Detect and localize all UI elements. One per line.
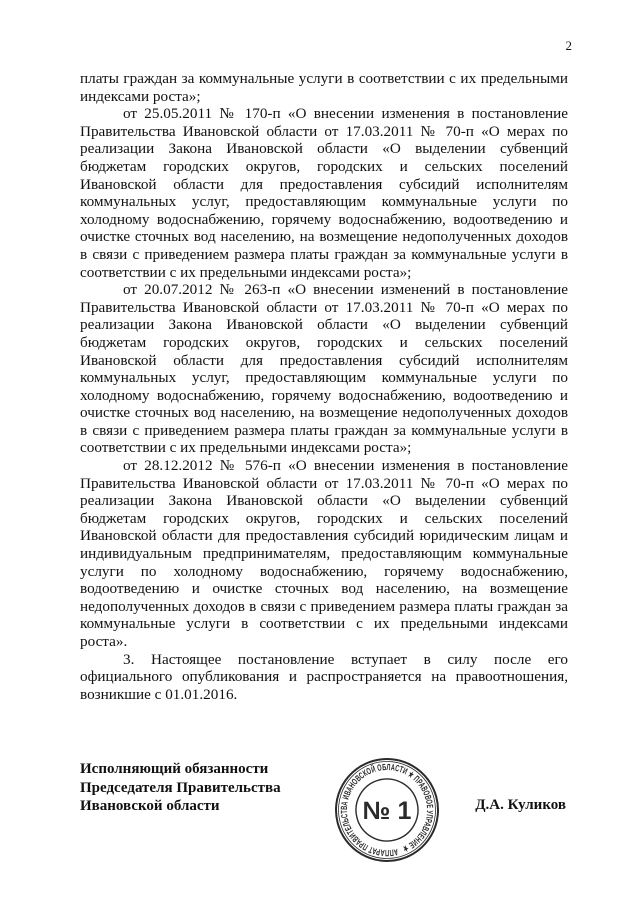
signatory-title-line: Председателя Правительства [80, 779, 281, 796]
signatory-name: Д.А. Куликов [475, 797, 566, 813]
paragraph-amendment-263: от 20.07.2012 № 263-п «О внесении изменений в постановление Правительства Ивановской области от 17.03.2011 № 70-п «О мерах по реализации Закона Ивановской области «О выделении субвенций бюджетам городских округов, городских и сельских поселений Ивановской области для предоставления субсидий исполнителям коммунальных услуг, предоставляющим коммунальные услуги по холодному водоснабжению, горячему водоснабжению, водоотведению и очистке сточных вод населению, на возмещение недополученных доходов в связи с приведением размера платы граждан за коммунальные услуги в соответствии с их предельными индексами роста»; [80, 281, 568, 457]
seal-ring-text: АППАРАТ ПРАВИТЕЛЬСТВА ИВАНОВСКОЙ ОБЛАСТИ ★ ПРАВОВОЕ УПРАВЛЕНИЕ ★ [338, 761, 436, 859]
paragraph-continuation: платы граждан за коммунальные услуги в соответствии с их предельными индексами роста»; [80, 70, 568, 105]
paragraph-amendment-170: от 25.05.2011 № 170-п «О внесении изменения в постановление Правительства Ивановской области от 17.03.2011 № 70-п «О мерах по реализации Закона Ивановской области «О выделении субвенций бюджетам городских округов, городских и сельских поселений Ивановской области для предоставления субсидий исполнителям коммунальных услуг, предоставляющим коммунальные услуги по холодному водоснабжению, горячему водоснабжению, водоотведению и очистке сточных вод населению, на возмещение недополученных доходов в связи с приведением размера платы граждан за коммунальные услуги в соответствии с их предельными индексами роста»; [80, 105, 568, 281]
signatory-title-line: Исполняющий обязанности [80, 761, 269, 777]
signatory-title-line: Ивановской области [80, 798, 220, 814]
official-seal-stamp [333, 756, 441, 864]
paragraph-amendment-576: от 28.12.2012 № 576-п «О внесении изменения в постановление Правительства Ивановской области от 17.03.2011 № 70-п «О мерах по реализации Закона Ивановской области «О выделении субвенций бюджетам городских округов, городских и сельских поселений Ивановской области для предоставления субсидий юридическим лицам и индивидуальным предпринимателям, предоставляющим коммунальные услуги по холодному водоснабжению, горячему водоснабжению, водоотведению и очистке сточных вод населению, на возмещение недополученных доходов в связи с приведением размера платы граждан за коммунальные услуги в соответствии с их предельными индексами роста». [80, 457, 568, 650]
paragraph-item-3: 3. Настоящее постановление вступает в силу после его официального опубликования и распространяется на правоотношения, возникшие с 01.01.2016. [80, 650, 568, 703]
signatory-title [80, 760, 281, 816]
page-number: 2 [565, 38, 572, 53]
document-body [80, 70, 568, 703]
seal-number: № 1 [362, 797, 412, 825]
